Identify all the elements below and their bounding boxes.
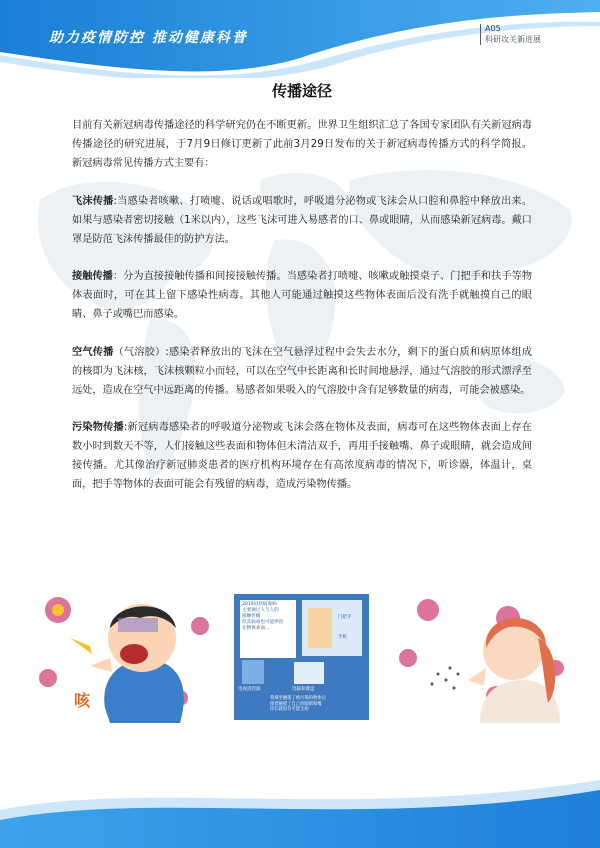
cough-sound-text: 咳 [74, 691, 91, 710]
term-contact: 接触传播 [72, 271, 113, 282]
transmission-poster [234, 594, 369, 720]
poster-laptop-icon [294, 662, 324, 684]
paragraph-fomite [72, 418, 532, 494]
term-airborne: 空气传播 [72, 347, 114, 358]
article-title: 传播途径 [271, 82, 332, 100]
paragraph-airborne [72, 343, 532, 400]
poster-line-6: 我乘坐触摸了被污染的物体后 [270, 696, 326, 701]
poster-line-4: 但其病毒也可能停留 [242, 620, 284, 625]
poster-illustration-area [302, 600, 362, 656]
poster-line-1: 2019冠状病毒病 [242, 602, 277, 607]
text-contact: ：分为直接接触传播和间接接触传播。当感染者打喷嚏、咳嗽或触摸桌子、门把手和扶手等物体表面时，可在其上留下感染性病毒。其他人可能通过触摸这些物体表面后没有洗手就触摸自己的眼睛、鼻子或嘴巴而感染。 [72, 271, 533, 320]
poster-label-door: 门把手 [338, 615, 352, 620]
poster-label-computer: 电脑和键盘 [292, 687, 315, 692]
poster-line-7: 接着触摸了自己的眼睛和嘴 [270, 701, 322, 707]
poster-line-2: 主要通过人与人的 [242, 608, 279, 613]
poster-tv-icon [242, 660, 264, 684]
poster-line-3: 接触传播 [242, 614, 261, 619]
footer-wave-graphic [0, 760, 600, 848]
page-code-box [480, 24, 541, 45]
poster-label-remote: 电视遥控器 [238, 687, 261, 692]
poster-text-card [240, 600, 296, 658]
poster-label-phone: 手机 [338, 635, 347, 640]
text-fomite: :新冠病毒感染者的呼吸道分泌物或飞沫会落在物体及表面，病毒可在这些物体表面上存在数小时到数天不等，人们接触这些表面和物体但未清洁双手，再用手接触嘴、鼻子或眼睛，就会造成间接传播。尤其像治疗新冠肺炎患者的医疗机构环境存在有高浓度病毒的情况下，听诊器，体温计，桌面，把手等物体的表面可能会有残留的病毒，造成污染物传播。 [72, 422, 532, 490]
poster-caption [270, 696, 364, 713]
section-label: 科研攻关新进展 [485, 35, 541, 44]
term-fomite: 污染物传播 [72, 422, 124, 433]
text-droplet: :当感染者咳嗽、打喷嚏、说话或唱歌时，呼吸道分泌物或飞沫会从口腔和鼻腔中释放出来。如果与感染者密切接触（1米以内），这些飞沫可进入易感者的口、鼻或眼睛，从而感染新冠病毒。戴口罩是防范飞沫传播最佳的防护方法。 [72, 196, 533, 245]
banner-title: 助力疫情防控 推动健康科普 [49, 30, 248, 46]
intro-paragraph: 目前有关新冠病毒传播途径的科学研究仍在不断更新。世界卫生组织汇总了各国专家团队有关新冠病毒传播途径的研究进展，于7月9日修订更新了此前3月29日发布的关于新冠病毒传播方式的科学简报。新冠病毒常见传播方式主要有： [72, 120, 532, 169]
page-code: A05 [485, 24, 501, 33]
poster-line-8: 你们就很有可能生病 [270, 707, 309, 712]
text-airborne: （气溶胶）:感染者释放出的飞沫在空气悬浮过程中会失去水分，剩下的蛋白质和病原体组成的核即为飞沫核，飞沫核颗粒小而轻，可以在空气中长距离和长时间地悬浮，通过气溶胶的形式漂浮至远处，造成在空气中远距离的传播。易感者如果吸入的气溶胶中含有足够数量的病毒，可能会被感染。 [72, 347, 533, 396]
term-droplet: 飞沫传播 [72, 196, 114, 207]
article [72, 80, 532, 494]
person-figure-icon [308, 608, 332, 648]
poster-line-5: 在物体表面… [242, 626, 270, 631]
sneezing-girl-illustration [388, 588, 573, 723]
header-band [0, 0, 600, 78]
paragraph-contact [72, 267, 532, 324]
paragraph-droplet [72, 192, 532, 249]
coughing-boy-illustration [30, 588, 220, 723]
